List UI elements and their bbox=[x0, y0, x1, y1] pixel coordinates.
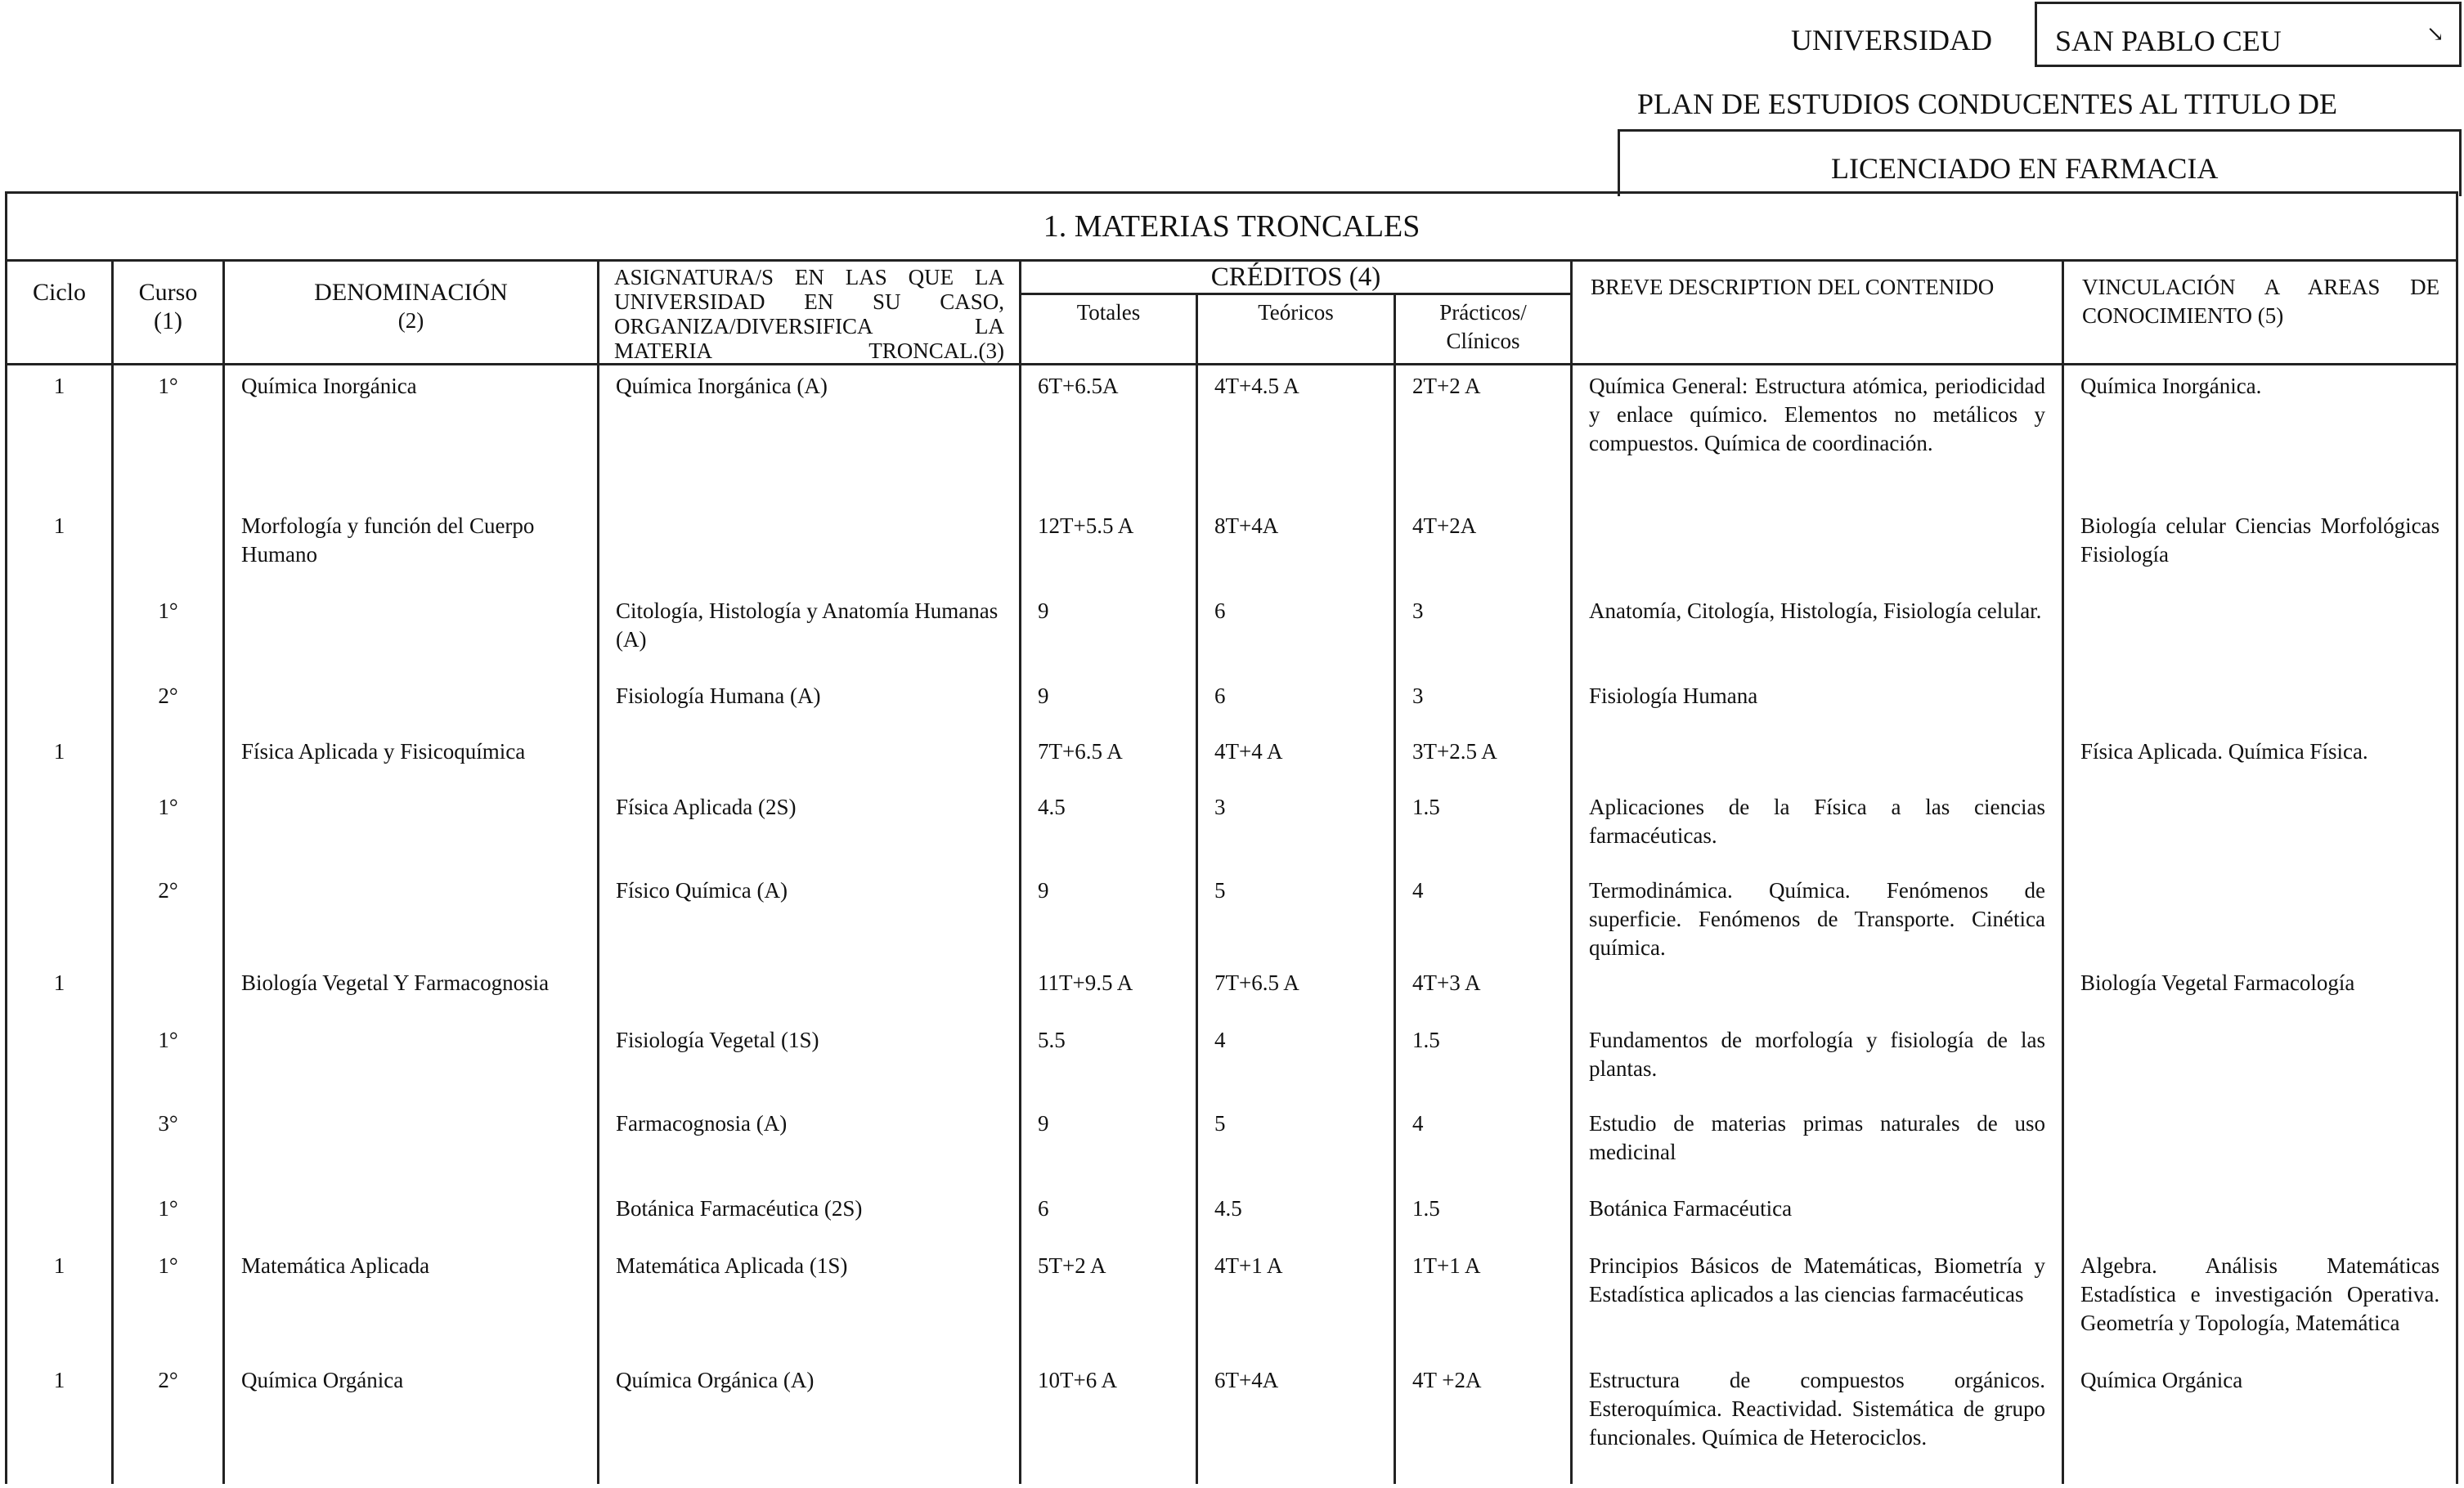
table-row bbox=[7, 1103, 2457, 1188]
cell-descripcion: Anatomía, Citología, Histología, Fisiología celular. bbox=[1572, 590, 2063, 675]
cell-curso bbox=[113, 731, 224, 787]
universidad-label: UNIVERSIDAD bbox=[1791, 24, 1992, 56]
cell-totales: 12T+5.5 A bbox=[1021, 505, 1197, 590]
table-row bbox=[7, 731, 2457, 787]
cell-teoricos: 4T+4.5 A bbox=[1197, 365, 1395, 505]
cell-asignatura: Citología, Histología y Anatomía Humanas (A) bbox=[599, 590, 1021, 675]
cell-vinculacion bbox=[2063, 675, 2457, 731]
table-body bbox=[7, 365, 2457, 1484]
cell-totales: 6 bbox=[1021, 1188, 1197, 1245]
cell-totales: 10T+6 A bbox=[1021, 1360, 1197, 1484]
cell-ciclo: 1 bbox=[7, 731, 113, 787]
cell-descripcion: Aplicaciones de la Física a las ciencias farmacéuticas. bbox=[1572, 787, 2063, 870]
table-row bbox=[7, 505, 2457, 590]
header-totales: Totales bbox=[1021, 294, 1197, 365]
cell-teoricos: 4T+4 A bbox=[1197, 731, 1395, 787]
cell-descripcion: Fundamentos de morfología y fisiología de las plantas. bbox=[1572, 1020, 2063, 1103]
cell-vinculacion: Biología Vegetal Farmacología bbox=[2063, 962, 2457, 1020]
cell-curso bbox=[113, 505, 224, 590]
section-title: 1. MATERIAS TRONCALES bbox=[7, 193, 2457, 261]
cell-totales: 9 bbox=[1021, 675, 1197, 731]
cell-denominacion bbox=[224, 590, 599, 675]
cell-ciclo: 1 bbox=[7, 962, 113, 1020]
cell-denominacion: Química Orgánica bbox=[224, 1360, 599, 1484]
cell-asignatura: Matemática Aplicada (1S) bbox=[599, 1245, 1021, 1360]
cell-curso: 1° bbox=[113, 1020, 224, 1103]
cell-practicos: 4T+3 A bbox=[1395, 962, 1572, 1020]
cell-asignatura: Físico Química (A) bbox=[599, 870, 1021, 962]
cell-denominacion bbox=[224, 787, 599, 870]
table-row bbox=[7, 590, 2457, 675]
cell-asignatura bbox=[599, 731, 1021, 787]
cell-ciclo bbox=[7, 590, 113, 675]
cell-asignatura: Fisiología Humana (A) bbox=[599, 675, 1021, 731]
cell-vinculacion: Biología celular Ciencias Morfológicas Fisiología bbox=[2063, 505, 2457, 590]
table-row bbox=[7, 365, 2457, 505]
cell-teoricos: 4T+1 A bbox=[1197, 1245, 1395, 1360]
cell-curso: 2° bbox=[113, 1360, 224, 1484]
cell-ciclo: 1 bbox=[7, 505, 113, 590]
cell-curso: 1° bbox=[113, 1188, 224, 1245]
table-row bbox=[7, 1245, 2457, 1360]
cell-vinculacion bbox=[2063, 870, 2457, 962]
cell-ciclo bbox=[7, 1103, 113, 1188]
table-row bbox=[7, 870, 2457, 962]
cell-descripcion: Fisiología Humana bbox=[1572, 675, 2063, 731]
cell-teoricos: 5 bbox=[1197, 870, 1395, 962]
cell-practicos: 1T+1 A bbox=[1395, 1245, 1572, 1360]
cell-teoricos: 8T+4A bbox=[1197, 505, 1395, 590]
dropdown-arrow-icon[interactable]: ↘ bbox=[2426, 22, 2444, 46]
cell-vinculacion bbox=[2063, 590, 2457, 675]
cell-descripcion bbox=[1572, 505, 2063, 590]
table-row bbox=[7, 675, 2457, 731]
cell-curso: 2° bbox=[113, 870, 224, 962]
header-asignatura: ASIGNATURA/S EN LAS QUE LA UNIVERSIDAD EN SU CASO, ORGANIZA/DIVERSIFICA LA MATERIA TRONCAL.(3) bbox=[599, 261, 1021, 365]
cell-ciclo bbox=[7, 787, 113, 870]
cell-vinculacion: Química Orgánica bbox=[2063, 1360, 2457, 1484]
cell-ciclo: 1 bbox=[7, 1360, 113, 1484]
cell-denominacion bbox=[224, 1020, 599, 1103]
cell-practicos: 1.5 bbox=[1395, 1020, 1572, 1103]
cell-totales: 4.5 bbox=[1021, 787, 1197, 870]
cell-asignatura: Botánica Farmacéutica (2S) bbox=[599, 1188, 1021, 1245]
cell-curso: 3° bbox=[113, 1103, 224, 1188]
cell-teoricos: 6 bbox=[1197, 590, 1395, 675]
cell-vinculacion: Química Inorgánica. bbox=[2063, 365, 2457, 505]
cell-totales: 6T+6.5A bbox=[1021, 365, 1197, 505]
titulo-value: LICENCIADO EN FARMACIA bbox=[1831, 152, 2219, 185]
table-row bbox=[7, 1360, 2457, 1484]
table-row bbox=[7, 962, 2457, 1020]
cell-teoricos: 4.5 bbox=[1197, 1188, 1395, 1245]
cell-practicos: 4 bbox=[1395, 1103, 1572, 1188]
header-curso: Curso (1) bbox=[113, 261, 224, 365]
universidad-field[interactable] bbox=[2035, 2, 2462, 67]
cell-denominacion bbox=[224, 870, 599, 962]
cell-practicos: 3 bbox=[1395, 590, 1572, 675]
cell-totales: 11T+9.5 A bbox=[1021, 962, 1197, 1020]
cell-descripcion: Estudio de materias primas naturales de uso medicinal bbox=[1572, 1103, 2063, 1188]
cell-denominacion: Matemática Aplicada bbox=[224, 1245, 599, 1360]
cell-descripcion: Química General: Estructura atómica, periodicidad y enlace químico. Elementos no metálicos y compuestos. Química de coordinación. bbox=[1572, 365, 2063, 505]
cell-denominacion bbox=[224, 675, 599, 731]
cell-teoricos: 5 bbox=[1197, 1103, 1395, 1188]
cell-asignatura: Química Inorgánica (A) bbox=[599, 365, 1021, 505]
cell-descripcion: Principios Básicos de Matemáticas, Biometría y Estadística aplicados a las ciencias farmacéuticas bbox=[1572, 1245, 2063, 1360]
cell-asignatura: Física Aplicada (2S) bbox=[599, 787, 1021, 870]
cell-practicos: 4T+2A bbox=[1395, 505, 1572, 590]
cell-asignatura: Fisiología Vegetal (1S) bbox=[599, 1020, 1021, 1103]
cell-denominacion: Química Inorgánica bbox=[224, 365, 599, 505]
cell-teoricos: 4 bbox=[1197, 1020, 1395, 1103]
cell-descripcion: Estructura de compuestos orgánicos. Esteroquímica. Reactividad. Sistemática de grupo funcionales. Química de Heterociclos. bbox=[1572, 1360, 2063, 1484]
header-descripcion: BREVE DESCRIPTION DEL CONTENIDO bbox=[1572, 261, 2063, 365]
cell-practicos: 1.5 bbox=[1395, 787, 1572, 870]
cell-ciclo bbox=[7, 675, 113, 731]
cell-teoricos: 6 bbox=[1197, 675, 1395, 731]
cell-practicos: 3 bbox=[1395, 675, 1572, 731]
cell-practicos: 4T +2A bbox=[1395, 1360, 1572, 1484]
cell-asignatura bbox=[599, 505, 1021, 590]
cell-curso bbox=[113, 962, 224, 1020]
cell-descripcion: Termodinámica. Química. Fenómenos de superficie. Fenómenos de Transporte. Cinética química. bbox=[1572, 870, 2063, 962]
header-creditos: CRÉDITOS (4) bbox=[1021, 261, 1572, 294]
cell-totales: 9 bbox=[1021, 1103, 1197, 1188]
header-ciclo: Ciclo bbox=[7, 261, 113, 365]
cell-teoricos: 3 bbox=[1197, 787, 1395, 870]
cell-denominacion: Biología Vegetal Y Farmacognosia bbox=[224, 962, 599, 1020]
cell-denominacion bbox=[224, 1188, 599, 1245]
cell-vinculacion bbox=[2063, 1020, 2457, 1103]
plan-label: PLAN DE ESTUDIOS CONDUCENTES AL TITULO DE bbox=[1637, 87, 2337, 120]
cell-totales: 5.5 bbox=[1021, 1020, 1197, 1103]
cell-vinculacion bbox=[2063, 1103, 2457, 1188]
cell-practicos: 1.5 bbox=[1395, 1188, 1572, 1245]
cell-ciclo bbox=[7, 870, 113, 962]
titulo-field bbox=[1618, 129, 2462, 196]
header-denominacion: DENOMINACIÓN (2) bbox=[224, 261, 599, 365]
cell-descripcion bbox=[1572, 731, 2063, 787]
cell-descripcion: Botánica Farmacéutica bbox=[1572, 1188, 2063, 1245]
table-row bbox=[7, 787, 2457, 870]
cell-denominacion: Morfología y función del Cuerpo Humano bbox=[224, 505, 599, 590]
cell-asignatura bbox=[599, 962, 1021, 1020]
cell-vinculacion: Física Aplicada. Química Física. bbox=[2063, 731, 2457, 787]
cell-teoricos: 6T+4A bbox=[1197, 1360, 1395, 1484]
cell-denominacion: Física Aplicada y Fisicoquímica bbox=[224, 731, 599, 787]
cell-totales: 5T+2 A bbox=[1021, 1245, 1197, 1360]
table-row bbox=[7, 1020, 2457, 1103]
cell-ciclo: 1 bbox=[7, 1245, 113, 1360]
table-row bbox=[7, 1188, 2457, 1245]
cell-totales: 9 bbox=[1021, 590, 1197, 675]
cell-vinculacion bbox=[2063, 1188, 2457, 1245]
cell-practicos: 4 bbox=[1395, 870, 1572, 962]
cell-curso: 1° bbox=[113, 1245, 224, 1360]
cell-denominacion bbox=[224, 1103, 599, 1188]
cell-vinculacion: Algebra. Análisis Matemáticas Estadística e investigación Operativa. Geometría y Topología, Matemática bbox=[2063, 1245, 2457, 1360]
cell-teoricos: 7T+6.5 A bbox=[1197, 962, 1395, 1020]
cell-ciclo: 1 bbox=[7, 365, 113, 505]
cell-curso: 1° bbox=[113, 787, 224, 870]
cell-asignatura: Farmacognosia (A) bbox=[599, 1103, 1021, 1188]
cell-curso: 2° bbox=[113, 675, 224, 731]
cell-curso: 1° bbox=[113, 365, 224, 505]
cell-ciclo bbox=[7, 1188, 113, 1245]
universidad-value: SAN PABLO CEU bbox=[2055, 25, 2282, 57]
cell-totales: 7T+6.5 A bbox=[1021, 731, 1197, 787]
cell-asignatura: Química Orgánica (A) bbox=[599, 1360, 1021, 1484]
header-practicos: Prácticos/ Clínicos bbox=[1395, 294, 1572, 365]
cell-ciclo bbox=[7, 1020, 113, 1103]
cell-totales: 9 bbox=[1021, 870, 1197, 962]
cell-curso: 1° bbox=[113, 590, 224, 675]
header-teoricos: Teóricos bbox=[1197, 294, 1395, 365]
cell-descripcion bbox=[1572, 962, 2063, 1020]
cell-vinculacion bbox=[2063, 787, 2457, 870]
materias-troncales-table bbox=[5, 191, 2458, 1484]
cell-practicos: 3T+2.5 A bbox=[1395, 731, 1572, 787]
cell-practicos: 2T+2 A bbox=[1395, 365, 1572, 505]
header-vinculacion: VINCULACIÓN A AREAS DE CONOCIMIENTO (5) bbox=[2063, 261, 2457, 365]
